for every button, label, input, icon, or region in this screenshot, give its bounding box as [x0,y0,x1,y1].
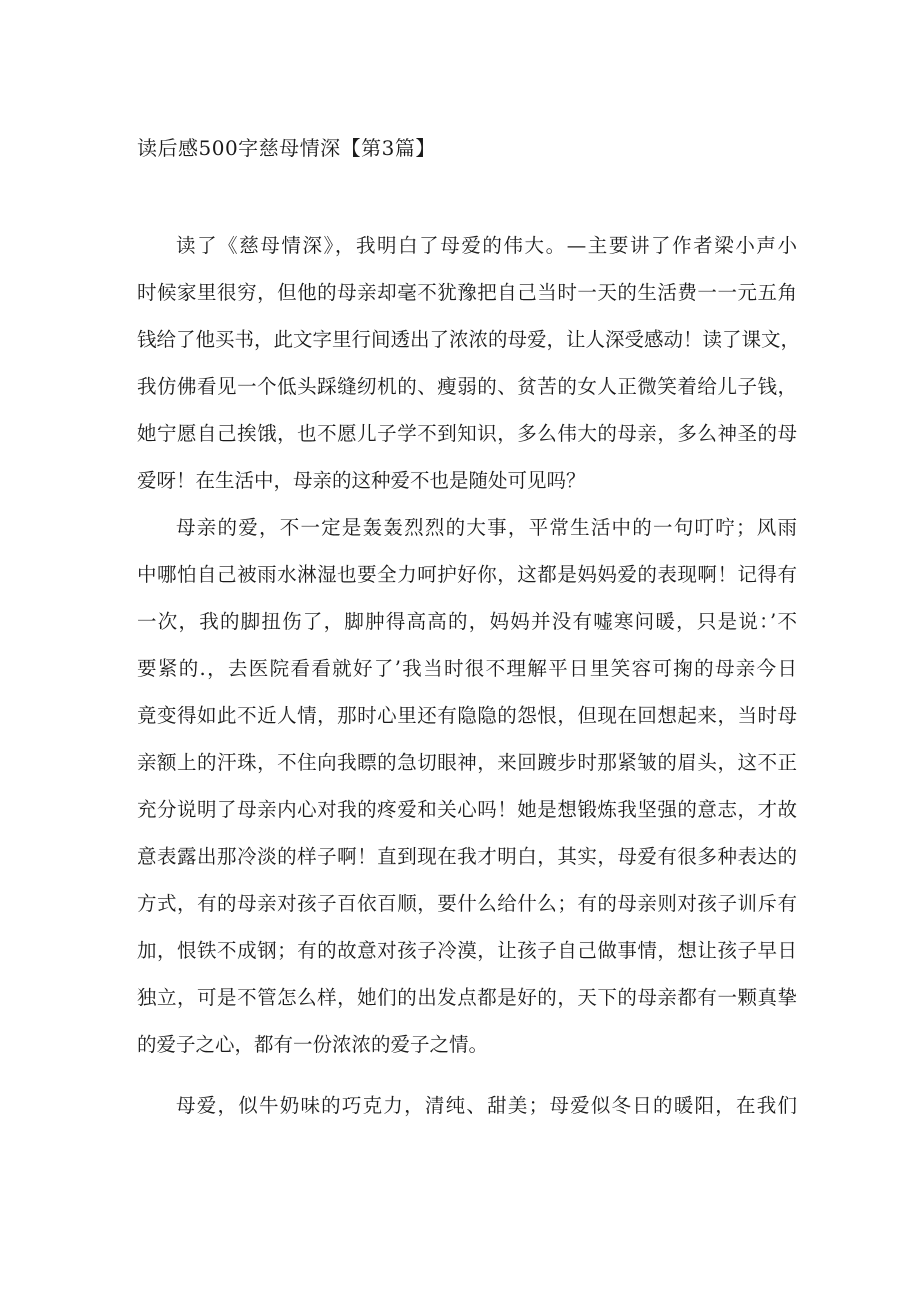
paragraph-2-line-11: 独立，可是不管怎么样，她们的出发点都是好的，天下的母亲都有一颗真挚 [137,986,797,1009]
paragraph-1-line-1: 读了《慈母情深》，我明白了母爱的伟大。—主要讲了作者梁小声小 [176,234,797,257]
paragraph-1-line-6: 爱呀！在生活中，母亲的这种爱不也是随处可见吗？ [137,469,586,492]
paragraph-2-line-5: 竟变得如此不近人情，那时心里还有隐隐的怨恨，但现在回想起来，当时母 [137,704,797,727]
paragraph-2-line-10: 加，恨铁不成钢；有的故意对孩子冷漠，让孩子自己做事情，想让孩子早日 [137,939,797,962]
paragraph-2-line-4: 要紧的.，去医院看看就好了’我当时很不理解平日里笑容可掬的母亲今日 [137,657,797,680]
paragraph-2-line-3: 一次，我的脚扭伤了，脚肿得高高的，妈妈并没有嘘寒问暖，只是说：’不 [137,610,797,633]
paragraph-2-line-9: 方式，有的母亲对孩子百依百顺，要什么给什么；有的母亲则对孩子训斥有 [137,892,797,915]
paragraph-2-line-6: 亲额上的汗珠，不住向我瞟的急切眼神，来回踱步时那紧皱的眉头，这不正 [137,751,797,774]
paragraph-1-line-2: 时候家里很穷，但他的母亲却毫不犹豫把自己当时一天的生活费一一元五角 [137,281,797,304]
document-title: 读后感500字慈母情深【第3篇】 [137,136,436,160]
paragraph-2-line-2: 中哪怕自己被雨水淋湿也要全力呵护好你，这都是妈妈爱的表现啊！记得有 [137,563,797,586]
paragraph-2-line-12: 的爱子之心，都有一份浓浓的爱子之情。 [137,1033,489,1056]
paragraph-2-line-1: 母亲的爱，不一定是轰轰烈烈的大事，平常生活中的一句叮咛；风雨 [176,516,797,539]
paragraph-3-line-1: 母爱，似牛奶味的巧克力，清纯、甜美；母爱似冬日的暖阳，在我们 [176,1094,797,1117]
paragraph-2-line-8: 意表露出那冷淡的样子啊！直到现在我才明白，其实，母爱有很多种表达的 [137,845,797,868]
paragraph-1-line-4: 我仿佛看见一个低头踩缝纫机的、瘦弱的、贫苦的女人正微笑着给儿子钱， [137,375,797,398]
paragraph-2-line-7: 充分说明了母亲内心对我的疼爱和关心吗！她是想锻炼我坚强的意志，才故 [137,798,797,821]
paragraph-1-line-5: 她宁愿自己挨饿，也不愿儿子学不到知识，多么伟大的母亲，多么神圣的母 [137,422,797,445]
paragraph-1-line-3: 钱给了他买书，此文字里行间透出了浓浓的母爱，让人深受感动！读了课文， [137,328,801,351]
